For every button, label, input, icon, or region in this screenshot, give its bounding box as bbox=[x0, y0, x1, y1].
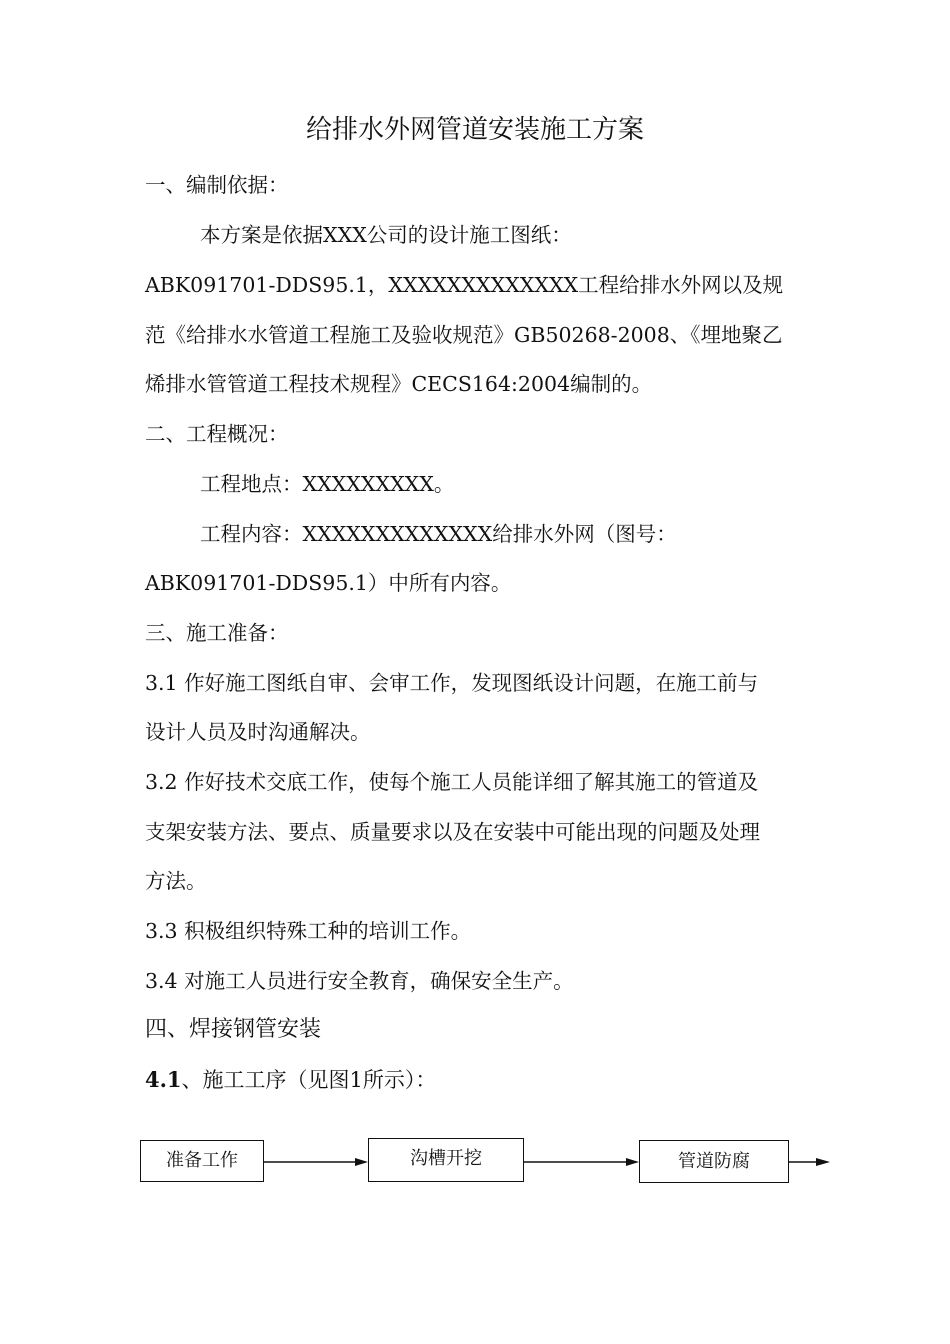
flow-arrowhead-1 bbox=[355, 1158, 368, 1166]
paragraph-line: ABK091701-DDS95.1）中所有内容。 bbox=[145, 571, 512, 595]
paragraph-line: 本方案是依据XXX公司的设计施工图纸： bbox=[200, 223, 572, 247]
heading-overview: 二、工程概况： bbox=[145, 422, 289, 446]
paragraph-line: 3.1 作好施工图纸自审、会审工作，发现图纸设计问题，在施工前与 bbox=[145, 671, 759, 695]
section-41-number: 4.1 bbox=[145, 1067, 182, 1092]
flow-step-label: 准备工作 bbox=[166, 1150, 238, 1171]
paragraph-line: 范《给排水水管道工程施工及验收规范》GB50268-2008、《埋地聚乙 bbox=[145, 323, 783, 347]
paragraph-line: 工程内容：XXXXXXXXXXXXX给排水外网（图号： bbox=[200, 522, 677, 546]
paragraph-line: 3.3 积极组织特殊工种的培训工作。 bbox=[145, 919, 472, 943]
heading-welded-pipe: 四、焊接钢管安装 bbox=[145, 1017, 322, 1042]
flow-step-label: 沟槽开挖 bbox=[410, 1148, 482, 1169]
document-title: 给排水外网管道安装施工方案 bbox=[305, 115, 644, 145]
section-41-text: 、施工工序（见图1所示）： bbox=[181, 1068, 437, 1092]
flow-step-label: 管道防腐 bbox=[678, 1151, 750, 1172]
paragraph-line: 烯排水管管道工程技术规程》CECS164:2004编制的。 bbox=[145, 372, 653, 396]
flow-arrowhead-2 bbox=[626, 1158, 639, 1166]
heading-preparation: 三、施工准备： bbox=[145, 621, 289, 645]
paragraph-line: 3.4 对施工人员进行安全教育，确保安全生产。 bbox=[145, 969, 574, 993]
paragraph-line: 工程地点：XXXXXXXXX。 bbox=[200, 472, 455, 496]
paragraph-line: 设计人员及时沟通解决。 bbox=[145, 720, 371, 744]
paragraph-line: 支架安装方法、要点、质量要求以及在安装中可能出现的问题及处理 bbox=[145, 820, 760, 844]
flow-arrowhead-3 bbox=[816, 1158, 830, 1166]
paragraph-line: 3.2 作好技术交底工作，使每个施工人员能详细了解其施工的管道及 bbox=[145, 770, 759, 794]
paragraph-line: ABK091701-DDS95.1，XXXXXXXXXXXXX工程给排水外网以及规 bbox=[145, 273, 784, 297]
paragraph-line: 方法。 bbox=[145, 869, 207, 893]
heading-basis: 一、编制依据： bbox=[145, 173, 289, 197]
